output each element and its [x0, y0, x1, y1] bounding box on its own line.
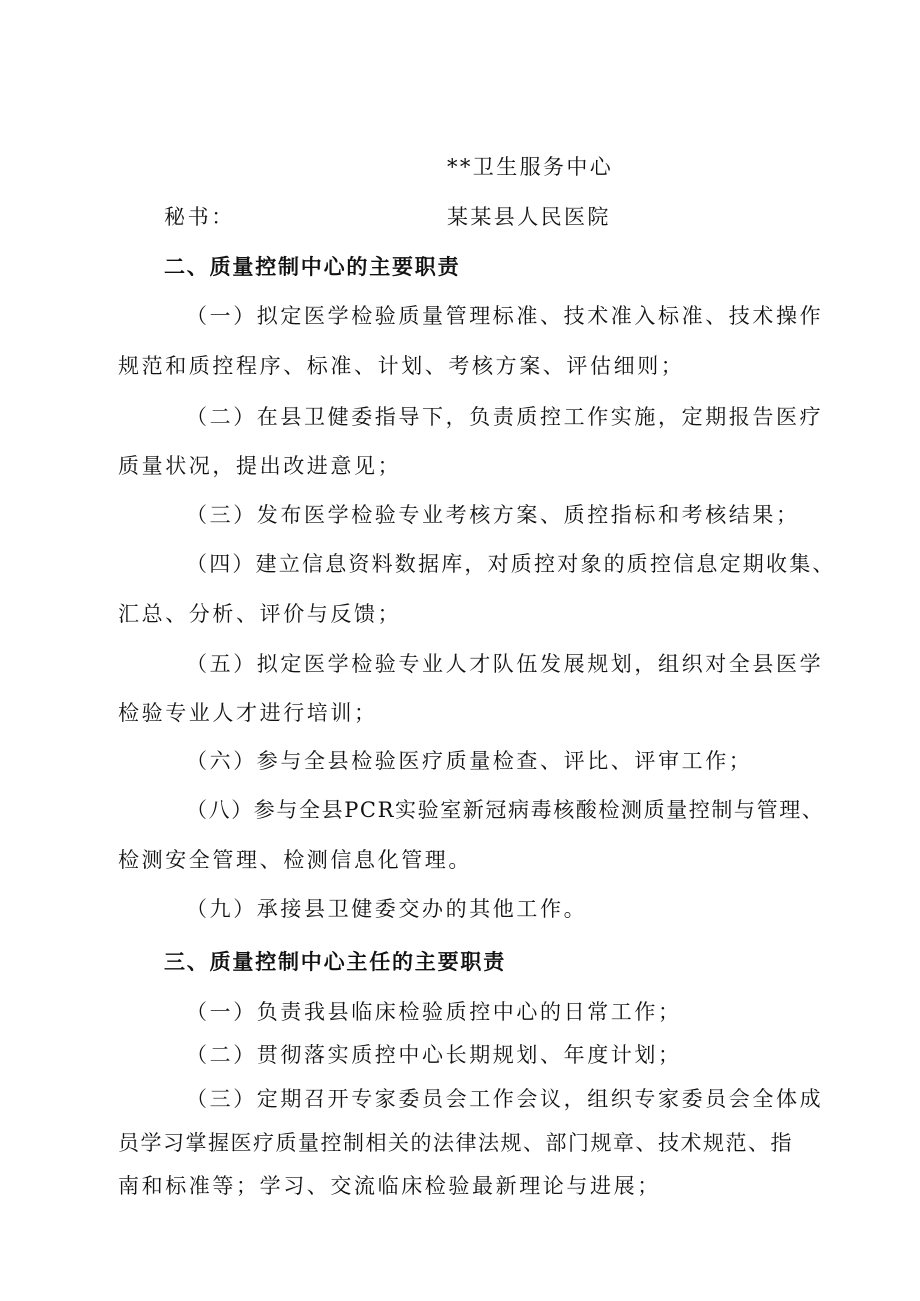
section-2-line: （四）建立信息资料数据库，对质控对象的质控信息定期收集、 [186, 552, 836, 576]
section-2-line: 汇总、分析、评价与反馈； [118, 602, 402, 626]
section-2-line: 质量状况，提出改进意见； [118, 454, 402, 478]
section-2-title: 二、质量控制中心的主要职责 [164, 255, 461, 279]
section-2-line: （二）在县卫健委指导下，负责质控工作实施，定期报告医疗 [186, 405, 824, 429]
section-2-line: 规范和质控程序、标准、计划、考核方案、评估细则； [118, 354, 685, 378]
section-3-line: （二）贯彻落实质控中心长期规划、年度计划； [186, 1043, 682, 1067]
section-2-line: （五）拟定医学检验专业人才队伍发展规划，组织对全县医学 [186, 652, 824, 676]
section-3-line: （三）定期召开专家委员会工作会议，组织专家委员会全体成 [186, 1087, 824, 1111]
secretary-value: 某某县人民医院 [447, 205, 611, 229]
section-3-line: （一）负责我县临床检验质控中心的日常工作； [186, 1000, 682, 1024]
section-3-line: 员学习掌握医疗质量控制相关的法律法规、部门规章、技术规范、指 [118, 1131, 793, 1155]
org-name: **卫生服务中心 [447, 155, 614, 179]
section-2-line: （六）参与全县检验医疗质量检查、评比、评审工作； [186, 749, 753, 773]
secretary-label: 秘书： [164, 205, 235, 229]
section-3-title: 三、质量控制中心主任的主要职责 [164, 950, 506, 974]
section-2-line: 检测安全管理、检测信息化管理。 [118, 848, 472, 872]
section-2-line: （一）拟定医学检验质量管理标准、技术准入标准、技术操作 [186, 304, 824, 328]
section-2-line: 检验专业人才进行培训； [118, 701, 378, 725]
section-3-line: 南和标准等；学习、交流临床检验最新理论与进展； [118, 1174, 661, 1198]
section-2-line: （八）参与全县PCR实验室新冠病毒核酸检测质量控制与管理、 [186, 798, 825, 822]
section-2-line: （九）承接县卫健委交办的其他工作。 [186, 897, 588, 921]
section-2-line: （三）发布医学检验专业考核方案、质控指标和考核结果； [186, 503, 800, 527]
